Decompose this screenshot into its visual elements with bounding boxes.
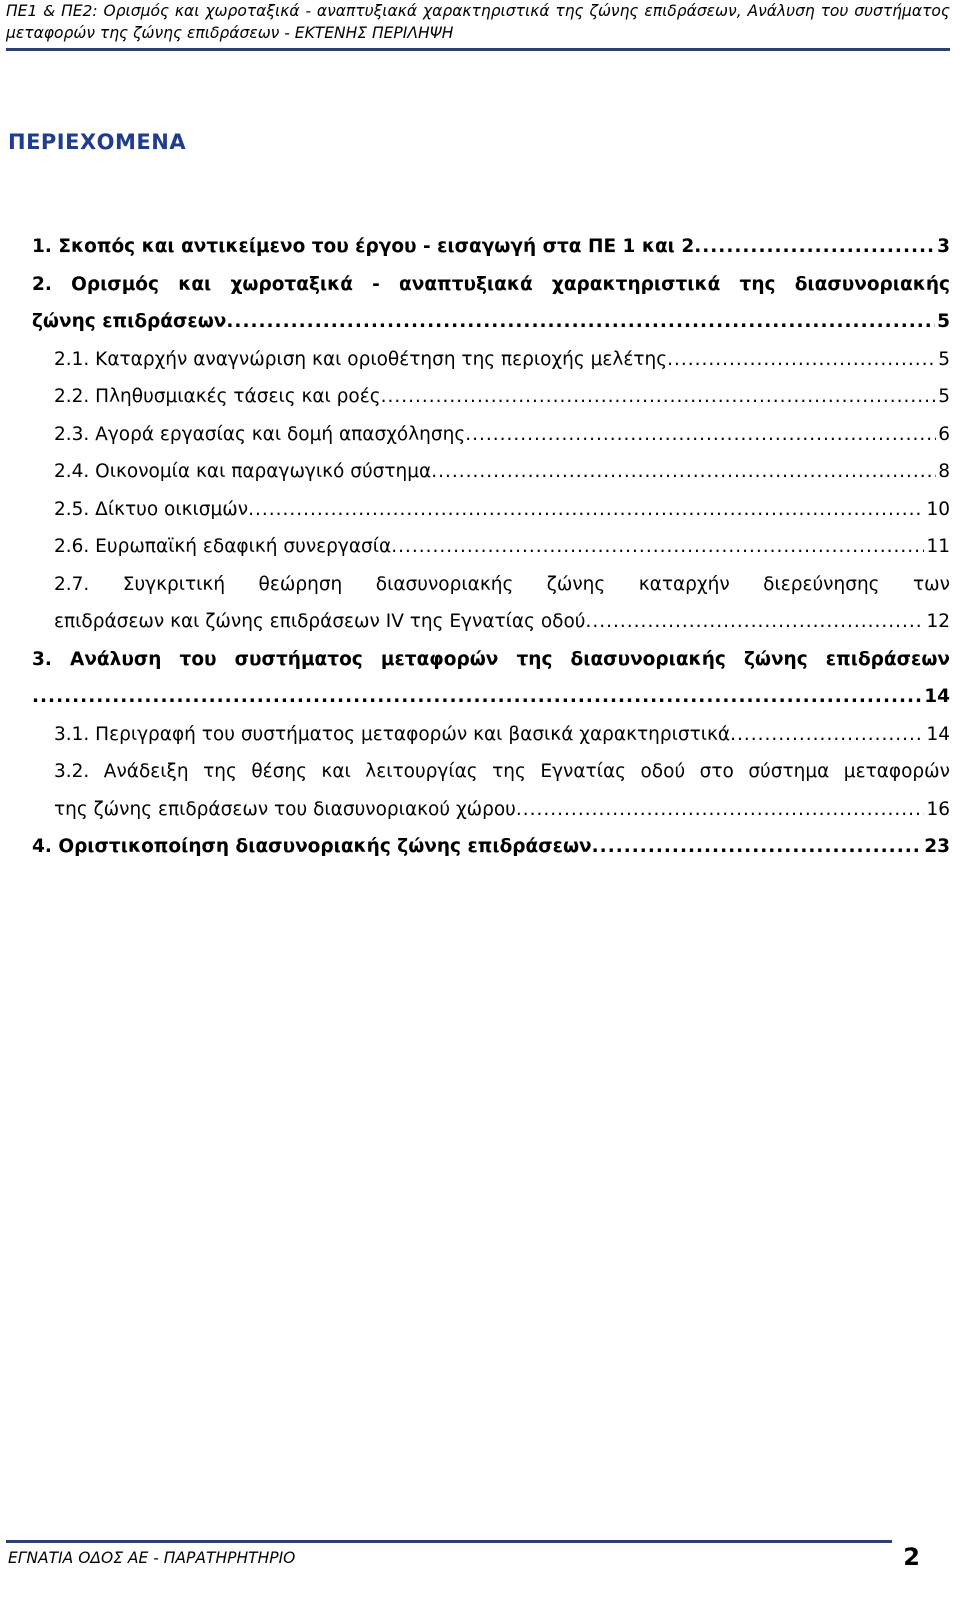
toc-entry-title-line1: 3. Ανάλυση του συστήματος μεταφορών της διασυνοριακής ζώνης επιδράσεων [32, 648, 950, 670]
toc-entry-page: 12 [926, 611, 950, 632]
toc-entry-title: 2.1. Καταρχήν αναγνώριση και οριοθέτηση της περιοχής μελέτης [54, 348, 668, 370]
toc-leader-dots [667, 341, 936, 379]
toc-entry-page: 23 [924, 836, 950, 857]
toc-leader-dots [248, 491, 924, 529]
toc-entry-title: ζώνης επιδράσεων [32, 311, 227, 332]
table-of-contents [32, 228, 950, 866]
toc-entry-2-3[interactable] [32, 416, 950, 454]
toc-heading: ΠΕΡΙΕΧΟΜΕΝΑ [8, 130, 187, 154]
toc-entry-2-6[interactable] [32, 528, 950, 566]
toc-leader-dots [32, 678, 922, 716]
toc-entry-title-line1: 3.2. Ανάδειξη της θέσης και λειτουργίας της Εγνατίας οδού στο σύστημα μεταφορών [54, 761, 950, 782]
toc-entry-2-1[interactable] [32, 341, 950, 379]
toc-entry-page: 14 [926, 723, 950, 745]
toc-entry-2-2[interactable] [32, 378, 950, 416]
toc-leader-dots [226, 303, 935, 341]
toc-entry-3-1[interactable] [32, 716, 950, 754]
toc-entry-page: 6 [938, 423, 950, 445]
toc-entry-title: 2.4. Οικονομία και παραγωγικό σύστημα [54, 461, 432, 482]
toc-entry-2-5[interactable] [32, 491, 950, 529]
toc-entry-title: της ζώνης επιδράσεων του διασυνοριακού χώρου [54, 798, 516, 820]
toc-leader-dots [694, 228, 935, 266]
toc-entry-4[interactable] [32, 828, 950, 866]
page-number: 2 [903, 1543, 920, 1571]
toc-leader-dots [465, 416, 936, 454]
toc-entry-title: 1. Σκοπός και αντικείμενο του έργου - εισαγωγή στα ΠΕ 1 και 2 [32, 236, 695, 257]
toc-entry-title: 2.3. Αγορά εργασίας και δομή απασχόλησης [54, 423, 466, 445]
toc-leader-dots [381, 378, 937, 416]
toc-entry-2[interactable] [32, 266, 950, 341]
toc-entry-3[interactable] [32, 641, 950, 716]
toc-entry-2-7[interactable] [32, 566, 950, 641]
toc-leader-dots [431, 453, 936, 491]
running-header: ΠΕ1 & ΠΕ2: Ορισμός και χωροταξικά - αναπτυξιακά χαρακτηριστικά της ζώνης επιδράσεων, Ανάλυση του συστήματος μεταφορών της ζώνης επιδράσεων - ΕΚΤΕΝΗΣ ΠΕΡΙΛΗΨΗ [6, 2, 950, 42]
footer-text: ΕΓΝΑΤΙΑ ΟΔΟΣ ΑΕ - ΠΑΡΑΤΗΡΗΤΗΡΙΟ [8, 1549, 296, 1567]
toc-entry-title: επιδράσεων και ζώνης επιδράσεων IV της Εγνατίας οδού [54, 611, 586, 632]
toc-entry-page: 5 [938, 348, 950, 370]
toc-entry-3-2[interactable] [32, 753, 950, 828]
toc-entry-title: 4. Οριστικοποίηση διασυνοριακής ζώνης επιδράσεων [32, 836, 592, 857]
toc-entry-page: 5 [937, 311, 950, 332]
toc-entry-page: 3 [937, 236, 950, 257]
toc-entry-page: 16 [926, 798, 950, 820]
toc-entry-title: 3.1. Περιγραφή του συστήματος μεταφορών και βασικά χαρακτηριστικά [54, 723, 731, 745]
toc-entry-title-line1: 2. Ορισμός και χωροταξικά - αναπτυξιακά χαρακτηριστικά της διασυνοριακής [32, 273, 950, 295]
toc-entry-title: 2.5. Δίκτυο οικισμών [54, 498, 249, 520]
toc-leader-dots [516, 791, 925, 829]
header-divider [6, 48, 950, 51]
toc-leader-dots [592, 828, 923, 866]
toc-entry-1[interactable] [32, 228, 950, 266]
toc-entry-title: 2.2. Πληθυσμιακές τάσεις και ροές [54, 386, 381, 407]
toc-entry-2-4[interactable] [32, 453, 950, 491]
toc-entry-page: 8 [938, 461, 950, 482]
toc-entry-title: 2.6. Ευρωπαϊκή εδαφική συνεργασία [54, 536, 392, 557]
toc-leader-dots [391, 528, 924, 566]
toc-leader-dots [730, 716, 924, 754]
toc-entry-title-line1: 2.7. Συγκριτική θεώρηση διασυνοριακής ζώνης καταρχήν διερεύνησης των [54, 573, 950, 595]
toc-entry-page: 5 [938, 386, 950, 407]
toc-entry-page: 10 [926, 498, 950, 520]
toc-leader-dots [586, 603, 925, 641]
toc-entry-page: 14 [924, 686, 950, 707]
footer-divider [6, 1540, 892, 1543]
toc-entry-page: 11 [926, 536, 950, 557]
